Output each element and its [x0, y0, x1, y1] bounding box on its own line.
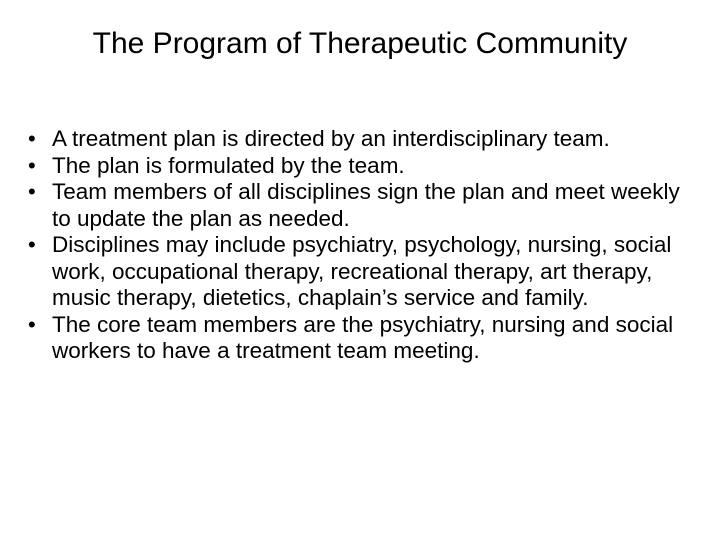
bullet-item: [28, 312, 692, 365]
bullet-list: [28, 126, 692, 365]
bullet-icon: •: [28, 126, 36, 151]
bullet-text: Disciplines may include psychiatry, psychology, nursing, social work, occupational therapy, recreational therapy, art therapy, music therapy, dietetics, chaplain’s service and family.: [52, 232, 672, 310]
bullet-text: Team members of all disciplines sign the plan and meet weekly to update the plan as needed.: [52, 179, 680, 231]
bullet-icon: •: [28, 232, 36, 257]
slide-title: The Program of Therapeutic Community: [92, 27, 628, 60]
bullet-item: [28, 179, 692, 232]
bullet-icon: •: [28, 152, 36, 178]
bullet-item: [28, 153, 692, 180]
bullet-item: [28, 126, 692, 153]
bullet-text: The core team members are the psychiatry, nursing and social workers to have a treatment team meeting.: [52, 311, 674, 363]
bullet-text: The plan is formulated by the team.: [52, 152, 405, 178]
bullet-text: A treatment plan is directed by an interdisciplinary team.: [52, 126, 610, 151]
bullet-item: [28, 232, 692, 312]
bullet-icon: •: [28, 179, 36, 204]
bullet-icon: •: [28, 311, 36, 337]
